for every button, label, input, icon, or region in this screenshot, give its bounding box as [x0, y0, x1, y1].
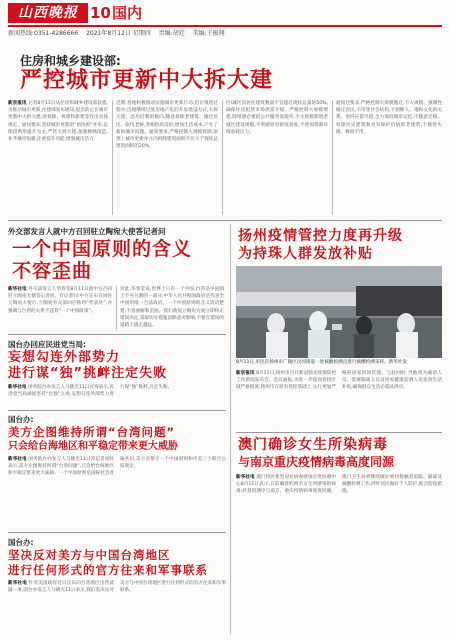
issue-date: 2021年8月12日 星期四 [86, 30, 151, 37]
arms-kicker: 国台办: [8, 538, 34, 547]
newspaper-logo: 山西晚报 [8, 3, 88, 23]
urban-renewal-col4: 通知还要求,严格控制大规模搬迁,不大规模、强制性搬迁居民,不改变社会结构,不割断人、地和文化的关系。坚持应留尽留,全力保持城市记忆,不随意迁移、拆除历史建筑和具有保护价值的老建筑,不脱管失修、修而不用。 [336, 101, 442, 135]
macao-headline-1: 澳门确诊女生所染病毒 [238, 437, 388, 453]
section-divider [236, 432, 442, 433]
yangzhou-body: 新京报讯 8月11日,扬州市召开新冠肺炎疫情防控工作新闻发布会。会议通报,为进一步提高管控区域严格程度,扬州市在原有管控基础上,实行更加严格的居家封闭管理。与此同时,当地将为确诊人员、需要隔离人员及居家健康监测人员发放生活补贴,确保群众生活必需品供应。 [236, 371, 442, 391]
section-divider [8, 334, 226, 335]
column-rule [112, 100, 113, 215]
urban-renewal-headline: 严控城市更新中大拆大建 [20, 68, 274, 93]
page-number: 10 [90, 4, 111, 22]
one-china-kicker: 外交部发言人就中方召回驻立陶宛大使答记者问 [8, 227, 166, 236]
dateline: 新京报讯 [236, 371, 255, 376]
one-china-col2: 对此,华春莹说,世界上只有一个中国,台湾是中国领土不可分割的一部分,中华人民共和国政府是代表全中国的唯一合法政府。一个中国原则的含义清清楚楚,不容曲解和歪曲。我们敦促立陶宛方面立即纠正错误决定,采取切实措施消除恶劣影响,不要在错误的道路上越走越远。 [120, 287, 224, 329]
dateline: 新华社电 [236, 475, 255, 480]
urban-renewal-col1: 新京报讯 记者8月11日从住房和城乡建设部获悉,为推动城市更新,住建部发布通知,提出防止在城市更新中大拆大建,对拆除、拆建和新建等作出具体规定。通知要求,坚持城市更新的“留改拆”并举,以保留利用提升为主,严管大拆大建,加强修缮改造,补齐城市短板,注重提升功能,增强城市活力。 [8, 101, 108, 143]
dateline: 新华社电 [8, 287, 27, 292]
page-column-rule [230, 224, 231, 634]
section-divider [8, 410, 226, 411]
yangzhou-headline-1: 扬州疫情管控力度再升级 [238, 228, 403, 244]
wha-headline-1: 美方企图维持所谓“台湾问题” [8, 425, 176, 439]
wha-headline-2: 只会给台海地区和平稳定带来更大威胁 [8, 441, 178, 452]
section-divider [8, 532, 226, 533]
arms-headline-2: 进行任何形式的官方往来和军事联系 [8, 563, 208, 577]
masthead-rule [8, 25, 442, 27]
column-rule [222, 100, 223, 215]
section-divider [8, 220, 442, 221]
urban-renewal-col2: 近期,各地积极推动实施城市更新行动,但在推进过程中,出现继续过度房地产化的开发建设方式,大拆大建、急功近利的倾向,随意拆除老建筑、搬迁居民、砍伐老树,变相抬高房价,增加生活成本,产生了新的城市问题。通知要求,严格控制大规模拆除,原则上城市更新单元内拆除建筑面积不应大于现状总建筑面积的20%。 [116, 101, 218, 150]
wha-kicker: 国台办: [8, 415, 34, 424]
hotline: 新闻热线:0351-4286666 [8, 30, 79, 37]
urban-renewal-col3: 区/城区旧居住建筑数量不宜超过现状总量的50%,确保住房租赁市场供需平稳。严格控制大规模增建,除增建必要的公共服务设施外,不大规模新增老城区建设规模,不突破原有密度高度,不增加资源环境承载压力。 [226, 101, 328, 135]
dpp-headline-1: 妄想勾连外部势力 [8, 350, 121, 365]
dateline: 新华社电 [8, 457, 27, 462]
one-china-headline-1: 一个中国原则的含义 [12, 238, 193, 260]
dateline: 新华社电 [8, 385, 27, 390]
yangzhou-headline-2: 为持珠人群发放补贴 [238, 246, 373, 262]
proofreader: 美编:王振翔 [192, 30, 225, 37]
dpp-body: 新华社电 国务院台办发言人马晓光11日应询表示,民进党当局顽固坚持“台独”立场,妄想勾连外部势力进行谋“独”挑衅,注定失败。 [8, 385, 173, 398]
dpp-kicker: 国台办回应民进党当局: [8, 340, 86, 349]
section-name: 国内 [112, 4, 143, 22]
column-rule [332, 100, 333, 215]
photo-image-icon [236, 266, 442, 358]
photo-caption: 8月11日,市民在扬州市广陵区汶河街道一处核酸检测点进行核酸检测采样。新华社发 [236, 360, 408, 365]
macao-body: 新华社电 澳门特区新型冠状病毒感染应变协调中心8月11日表示,日前确诊的两名女生所感染的病毒,经基因测序与南京、重庆疫情病毒高度同源。澳门卫生局将继续做好密切接触者追踪、隔离及核酸检测工作,呼吁居民做好个人防护,配合防疫措施。 [236, 475, 442, 495]
dateline: 新华社电 [8, 581, 28, 586]
urban-renewal-kicker: 住房和城乡建设部: [20, 54, 121, 68]
masthead-info [8, 28, 231, 37]
news-photo-testing-site [236, 266, 442, 358]
arms-headline-1: 坚决反对美方与中国台湾地区 [8, 548, 171, 562]
macao-headline-2: 与南京重庆疫情病毒高度同源 [238, 455, 395, 469]
dpp-headline-2: 进行谋“独”挑衅注定失败 [8, 366, 168, 381]
dateline: 新京报讯 [8, 101, 27, 106]
wha-body: 新华社电 国务院台办发言人马晓光11日答记者问时表示,美方企图维持所谓“台湾问题”,只会给台海地区和平稳定带来更大威胁。一个中国原则是国际社会普遍共识,美方应恪守一个中国原则和中美三个联合公报规定。 [8, 457, 226, 477]
one-china-col1: 新华社电 外交部发言人华春莹8月11日就中方召回驻立陶宛大使答记者问。有记者问:中方宣布召回驻立陶宛大使后,立陶宛外交部回应称将“代表处”,并强调与台湾的关系不违背“一个中国政策”。 [8, 287, 112, 314]
column-rule [116, 286, 117, 330]
one-china-headline-2: 不容歪曲 [12, 260, 93, 282]
editor: 责编:胡廷 [158, 30, 185, 37]
arms-body: 新华社电 针对美国政府近日宣布向台湾地区出售武器一事,国台办发言人马晓光11日表示,我们坚决反对美方与中国台湾地区进行任何形式的官方往来和军事联系。 [8, 581, 226, 594]
masthead [0, 0, 450, 40]
